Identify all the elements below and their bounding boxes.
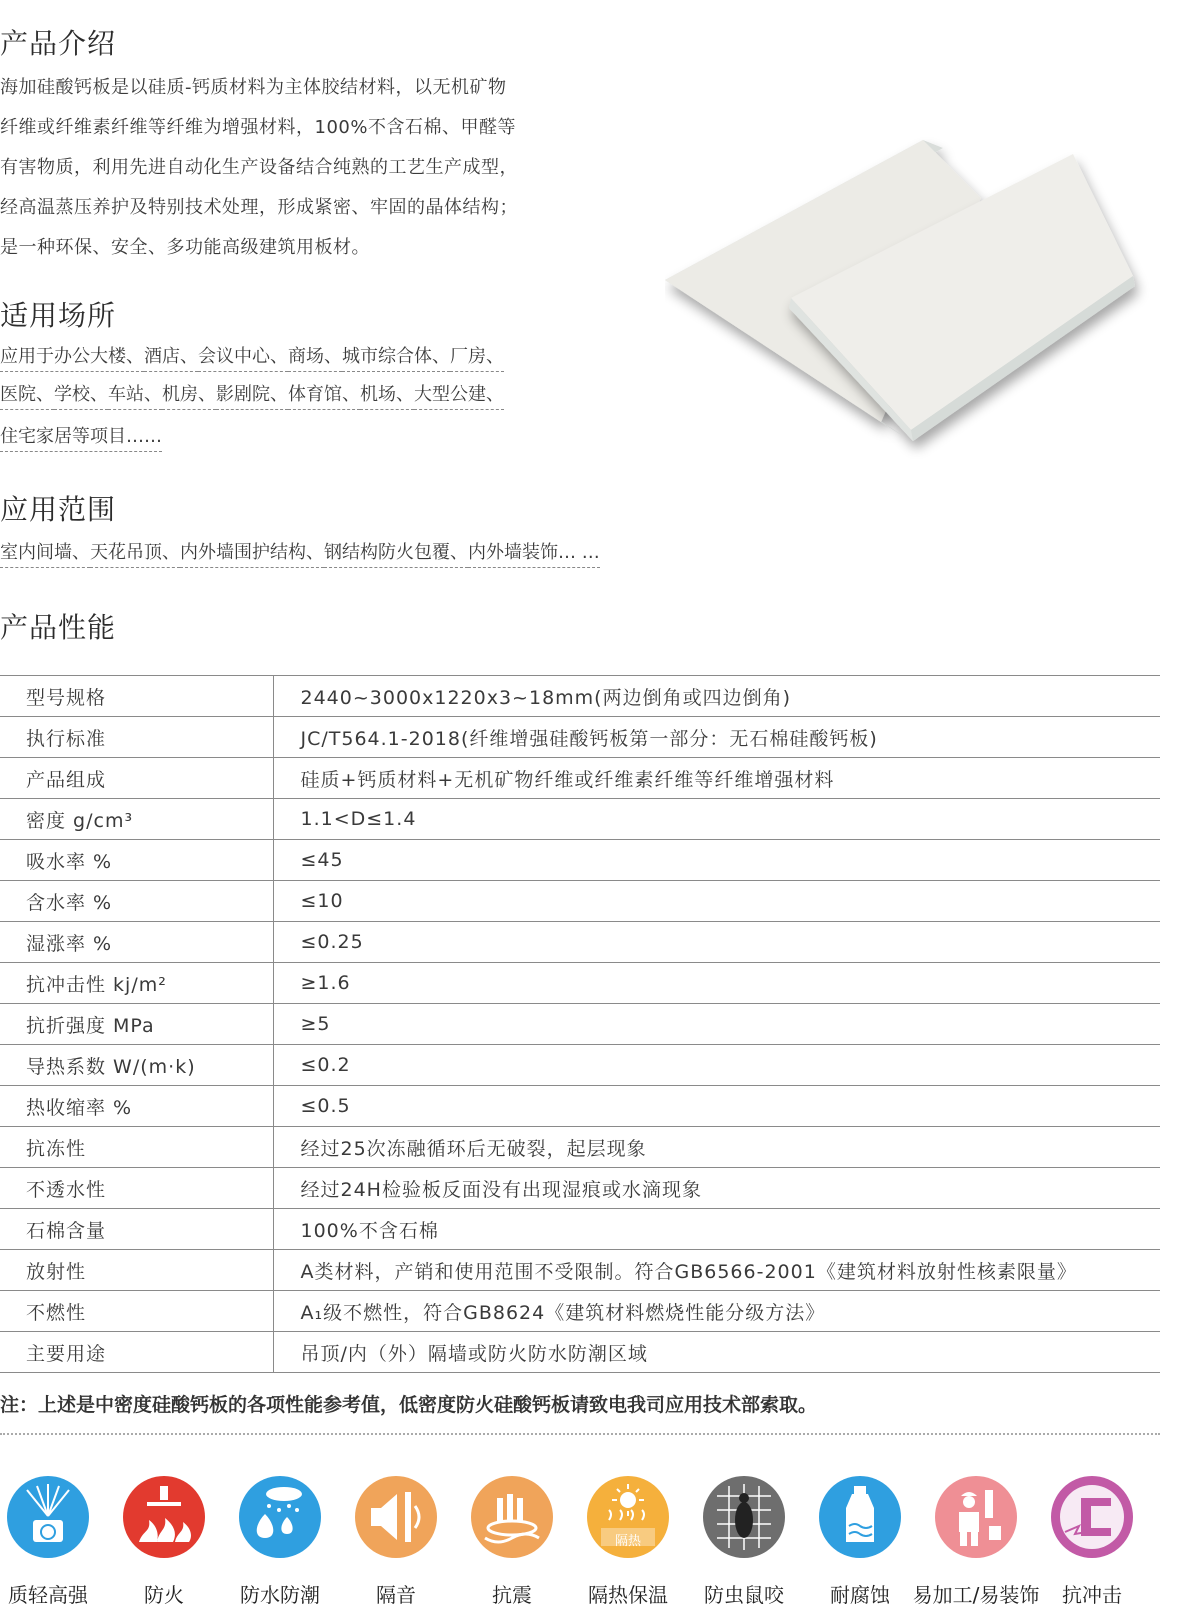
footnote: 注：上述是中密度硅酸钙板的各项性能参考值，低密度防火硅酸钙板请致电我司应用技术部索取。 bbox=[0, 1394, 818, 1416]
spec-key: 放射性 bbox=[0, 1250, 273, 1291]
table-row bbox=[0, 1209, 1160, 1250]
spec-value: JC/T564.1-2018(纤维增强硅酸钙板第一部分：无石棉硅酸钙板) bbox=[273, 717, 1160, 758]
venues-line-3 bbox=[0, 422, 162, 452]
bottle-icon bbox=[819, 1476, 901, 1558]
spec-key: 不燃性 bbox=[0, 1291, 273, 1332]
scope-item: 内外墙装饰… … bbox=[468, 538, 600, 568]
spec-value: 硅质+钙质材料+无机矿物纤维或纤维素纤维等纤维增强材料 bbox=[273, 758, 1160, 799]
worker-icon bbox=[935, 1476, 1017, 1558]
table-row bbox=[0, 922, 1160, 963]
spec-value: ≤0.2 bbox=[273, 1045, 1160, 1086]
venue-item: 应用于办公大楼、 bbox=[0, 342, 144, 372]
scope-heading: 应用范围 bbox=[0, 493, 117, 526]
spec-value: 吊顶/内（外）隔墙或防火防水防潮区域 bbox=[273, 1332, 1160, 1373]
spec-key: 石棉含量 bbox=[0, 1209, 273, 1250]
spec-key: 密度 g/cm³ bbox=[0, 799, 273, 840]
venue-item: 体育馆、 bbox=[288, 380, 360, 410]
table-row bbox=[0, 1168, 1160, 1209]
feature-seismic bbox=[466, 1476, 558, 1607]
spec-key: 热收缩率 % bbox=[0, 1086, 273, 1127]
venue-item: 机房、 bbox=[162, 380, 216, 410]
impact-icon bbox=[1051, 1476, 1133, 1558]
spec-key: 型号规格 bbox=[0, 676, 273, 717]
spec-value: ≤45 bbox=[273, 840, 1160, 881]
feature-label: 质轻高强 bbox=[8, 1583, 88, 1607]
feature-label: 防水防潮 bbox=[240, 1583, 320, 1607]
feature-corrosion-resistant bbox=[814, 1476, 906, 1607]
venue-item: 会议中心、 bbox=[198, 342, 288, 372]
table-row bbox=[0, 1250, 1160, 1291]
feature-easy-processing bbox=[912, 1476, 1040, 1607]
table-row bbox=[0, 1291, 1160, 1332]
spec-key: 含水率 % bbox=[0, 881, 273, 922]
feature-label: 隔音 bbox=[376, 1583, 416, 1607]
feature-soundproof bbox=[350, 1476, 442, 1607]
spec-value: 经过25次冻融循环后无破裂，起层现象 bbox=[273, 1127, 1160, 1168]
feature-waterproof bbox=[234, 1476, 326, 1607]
scope-item: 内外墙围护结构、 bbox=[180, 538, 324, 568]
spec-key: 湿涨率 % bbox=[0, 922, 273, 963]
insulation-badge: 隔热 bbox=[614, 1534, 641, 1549]
spec-key: 抗冻性 bbox=[0, 1127, 273, 1168]
feature-label: 隔热保温 bbox=[588, 1583, 668, 1607]
feature-label: 抗震 bbox=[492, 1583, 532, 1607]
fire-icon bbox=[123, 1476, 205, 1558]
table-row bbox=[0, 1332, 1160, 1373]
performance-heading: 产品性能 bbox=[0, 611, 117, 644]
sun-icon bbox=[587, 1476, 669, 1558]
venue-item: 车站、 bbox=[108, 380, 162, 410]
spec-key: 抗冲击性 kj/m² bbox=[0, 963, 273, 1004]
scale-icon bbox=[7, 1476, 89, 1558]
venue-item: 厂房、 bbox=[450, 342, 504, 372]
table-row bbox=[0, 1045, 1160, 1086]
scope-line bbox=[0, 538, 600, 568]
scope-item: 天花吊顶、 bbox=[90, 538, 180, 568]
feature-label: 防虫鼠咬 bbox=[704, 1583, 784, 1607]
spec-value: ≥5 bbox=[273, 1004, 1160, 1045]
intro-paragraph bbox=[0, 68, 600, 268]
intro-line: 有害物质，利用先进自动化生产设备结合纯熟的工艺生产成型， bbox=[0, 157, 518, 178]
venues-line-2 bbox=[0, 380, 504, 410]
spec-value: 2440~3000x1220x3~18mm(两边倒角或四边倒角) bbox=[273, 676, 1160, 717]
feature-label: 抗冲击 bbox=[1062, 1583, 1122, 1607]
table-row bbox=[0, 840, 1160, 881]
scope-item: 钢结构防火包覆、 bbox=[324, 538, 468, 568]
spec-value: 经过24H检验板反面没有出现湿痕或水滴现象 bbox=[273, 1168, 1160, 1209]
venue-item: 商场、 bbox=[288, 342, 342, 372]
spec-value: ≤10 bbox=[273, 881, 1160, 922]
venue-item: 住宅家居等项目…… bbox=[0, 422, 162, 452]
spec-key: 导热系数 W/(m·k) bbox=[0, 1045, 273, 1086]
intro-heading: 产品介绍 bbox=[0, 27, 117, 60]
feature-label: 耐腐蚀 bbox=[830, 1583, 890, 1607]
calcium-silicate-board-image bbox=[665, 130, 1185, 460]
table-row bbox=[0, 717, 1160, 758]
bug-icon bbox=[703, 1476, 785, 1558]
water-drop-icon bbox=[239, 1476, 321, 1558]
venue-item: 学校、 bbox=[54, 380, 108, 410]
spec-value: ≤0.5 bbox=[273, 1086, 1160, 1127]
spec-value: 1.1<D≤1.4 bbox=[273, 799, 1160, 840]
venue-item: 医院、 bbox=[0, 380, 54, 410]
table-row bbox=[0, 881, 1160, 922]
venue-item: 机场、 bbox=[360, 380, 414, 410]
venue-item: 影剧院、 bbox=[216, 380, 288, 410]
spec-value: A类材料，产销和使用范围不受限制。符合GB6566-2001《建筑材料放射性核素限量》 bbox=[273, 1250, 1160, 1291]
scope-item: 室内间墙、 bbox=[0, 538, 90, 568]
speaker-icon bbox=[355, 1476, 437, 1558]
performance-table bbox=[0, 675, 1160, 1373]
venues-heading: 适用场所 bbox=[0, 299, 117, 332]
table-row bbox=[0, 758, 1160, 799]
intro-line: 纤维或纤维素纤维等纤维为增强材料，100%不含石棉、甲醛等 bbox=[0, 117, 516, 138]
feature-pest-resistant bbox=[698, 1476, 790, 1607]
feature-label: 易加工/易装饰 bbox=[912, 1583, 1040, 1607]
table-row bbox=[0, 1004, 1160, 1045]
spec-value: ≥1.6 bbox=[273, 963, 1160, 1004]
spec-value: A₁级不燃性，符合GB8624《建筑材料燃烧性能分级方法》 bbox=[273, 1291, 1160, 1332]
intro-line: 海加硅酸钙板是以硅质-钙质材料为主体胶结材料，以无机矿物 bbox=[0, 77, 507, 98]
spec-key: 执行标准 bbox=[0, 717, 273, 758]
table-row bbox=[0, 799, 1160, 840]
spec-key: 主要用途 bbox=[0, 1332, 273, 1373]
spec-value: ≤0.25 bbox=[273, 922, 1160, 963]
table-row bbox=[0, 1086, 1160, 1127]
table-row bbox=[0, 1127, 1160, 1168]
venues-line-1 bbox=[0, 342, 504, 372]
feature-lightweight bbox=[2, 1476, 94, 1607]
table-row bbox=[0, 676, 1160, 717]
spec-key: 抗折强度 MPa bbox=[0, 1004, 273, 1045]
intro-line: 是一种环保、安全、多功能高级建筑用板材。 bbox=[0, 237, 370, 258]
feature-impact-resistant bbox=[1046, 1476, 1138, 1607]
feature-fireproof bbox=[118, 1476, 210, 1607]
venue-item: 城市综合体、 bbox=[342, 342, 450, 372]
intro-line: 经高温蒸压养护及特别技术处理，形成紧密、牢固的晶体结构； bbox=[0, 197, 518, 218]
spec-key: 吸水率 % bbox=[0, 840, 273, 881]
spec-value: 100%不含石棉 bbox=[273, 1209, 1160, 1250]
spec-key: 产品组成 bbox=[0, 758, 273, 799]
table-row bbox=[0, 963, 1160, 1004]
venue-item: 酒店、 bbox=[144, 342, 198, 372]
spec-key: 不透水性 bbox=[0, 1168, 273, 1209]
venue-item: 大型公建、 bbox=[414, 380, 504, 410]
dotted-divider bbox=[0, 1433, 1160, 1435]
feature-label: 防火 bbox=[144, 1583, 184, 1607]
feature-insulation bbox=[582, 1476, 674, 1607]
shake-icon bbox=[471, 1476, 553, 1558]
